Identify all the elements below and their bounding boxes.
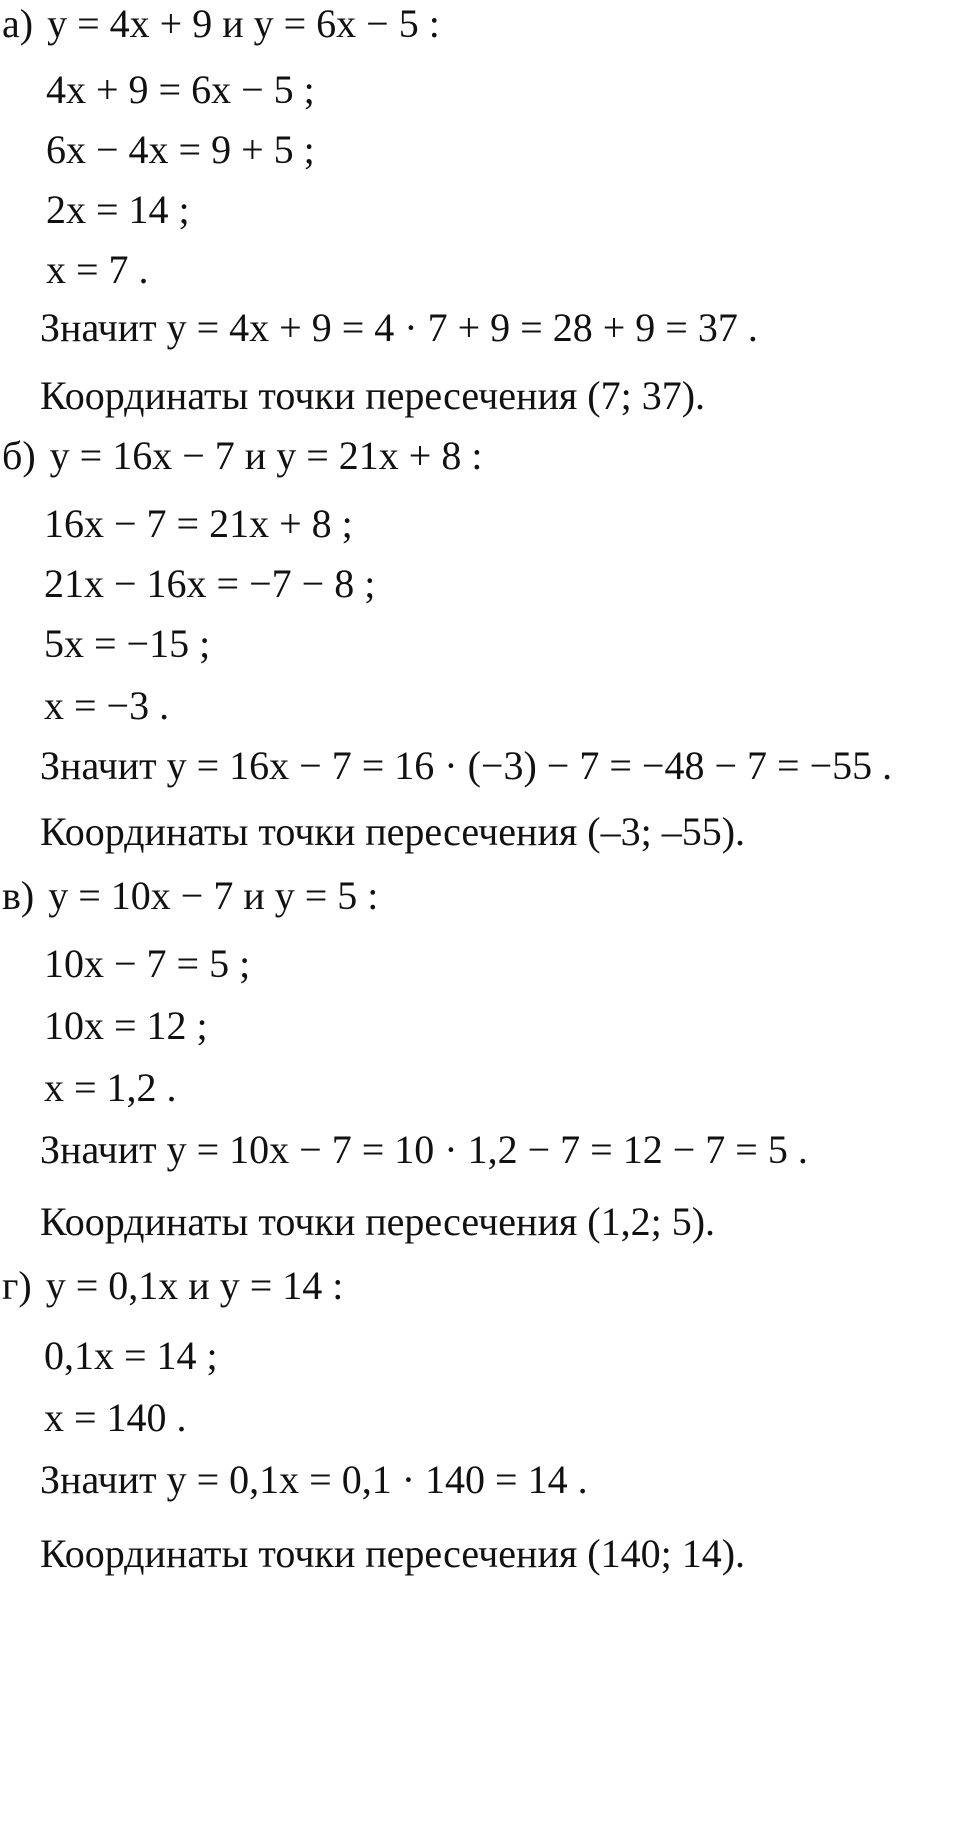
- step: x = −3 .: [44, 683, 170, 728]
- intersection-answer: Координаты точки пересечения (140; 14).: [40, 1531, 746, 1576]
- conclusion: Значит y = 10x − 7 = 10 · 1,2 − 7 = 12 − 7 = 5 .: [40, 1127, 808, 1172]
- equation-system: y = 4x + 9 и y = 6x − 5 :: [47, 1, 440, 46]
- conclusion: Значит y = 0,1x = 0,1 · 140 = 14 .: [40, 1457, 588, 1502]
- step: 5x = −15 ;: [44, 621, 211, 666]
- step: x = 7 .: [46, 247, 149, 292]
- step: 10x − 7 = 5 ;: [44, 941, 251, 986]
- intersection-answer: Координаты точки пересечения (1,2; 5).: [40, 1199, 716, 1244]
- section-label: б): [2, 433, 36, 478]
- section-label: в): [2, 873, 35, 918]
- equation-system: y = 0,1x и y = 14 :: [45, 1263, 344, 1308]
- section-label: г): [2, 1263, 32, 1308]
- step: 4x + 9 = 6x − 5 ;: [46, 67, 315, 112]
- step: 10x = 12 ;: [44, 1003, 208, 1048]
- intersection-answer: Координаты точки пересечения (7; 37).: [40, 373, 706, 418]
- equation-system: y = 10x − 7 и y = 5 :: [48, 873, 379, 918]
- section-v-header: [2, 872, 378, 920]
- equation-system: y = 16x − 7 и y = 21x + 8 :: [49, 433, 483, 478]
- step: 21x − 16x = −7 − 8 ;: [44, 561, 376, 606]
- intersection-answer: Координаты точки пересечения (–3; –55).: [40, 809, 746, 854]
- section-g-header: [2, 1262, 343, 1310]
- step: x = 1,2 .: [44, 1065, 177, 1110]
- section-label: а): [2, 1, 34, 46]
- step: 2x = 14 ;: [46, 187, 190, 232]
- conclusion: Значит y = 16x − 7 = 16 · (−3) − 7 = −48 − 7 = −55 .: [40, 743, 893, 788]
- section-b-header: [2, 432, 482, 480]
- step: 6x − 4x = 9 + 5 ;: [46, 127, 315, 172]
- step: x = 140 .: [44, 1395, 187, 1440]
- step: 0,1x = 14 ;: [44, 1333, 218, 1378]
- conclusion: Значит y = 4x + 9 = 4 · 7 + 9 = 28 + 9 = 37 .: [40, 305, 758, 350]
- section-a-header: [2, 0, 440, 48]
- step: 16x − 7 = 21x + 8 ;: [44, 501, 353, 546]
